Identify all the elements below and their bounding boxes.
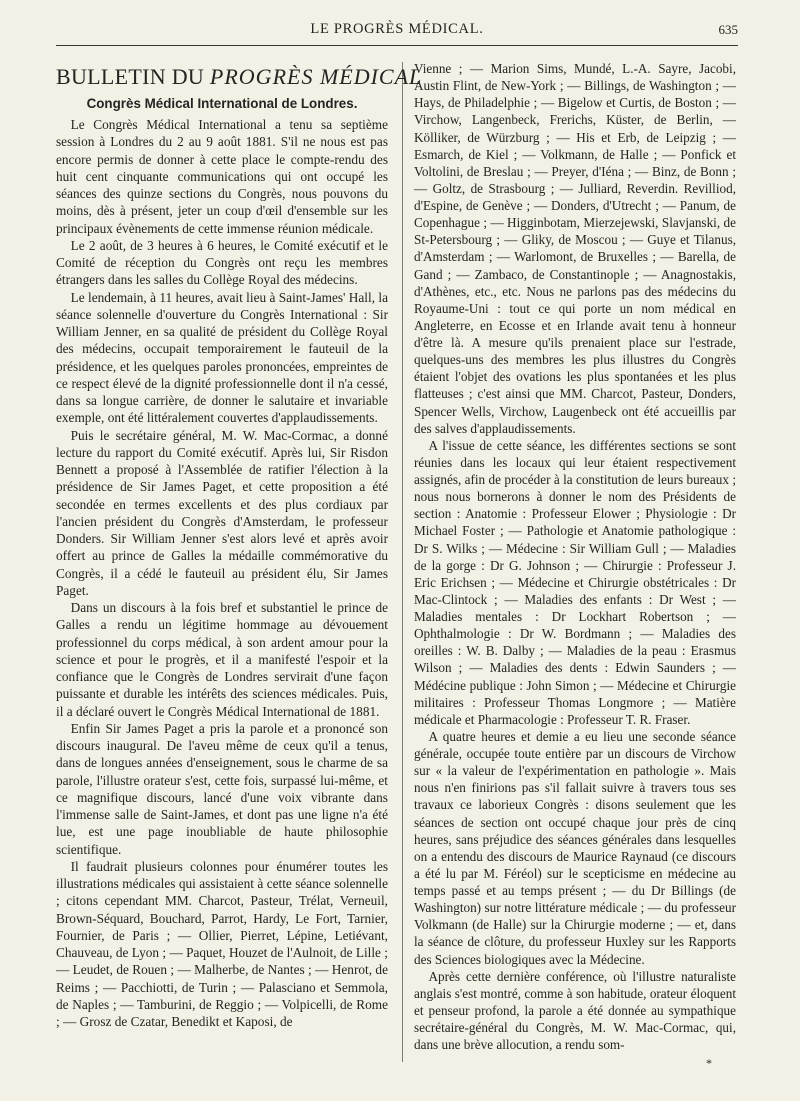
article-paragraph: Après cette dernière conférence, où l'illustre naturaliste anglais s'est montré, comme à son habitude, orateur éloquent et penseur profond, la parole a été donnée au sympathique secrétaire-général du Congrès, M. W. Mac-Cormac, qui, dans une brève allocution, a rendu som- — [414, 968, 736, 1053]
article-paragraph: A quatre heures et demie a eu lieu une seconde séance générale, occupée toute entière par un discours de Virchow sur « la valeur de l'expérimentation en pathologie ». Mais nous n'en finirions pas s'il fallait suivre à travers tous ses travaux ce laborieux Congrès : disons seulement que les séances de section ont occupé chaque jour près de cinq heures, sans préjudice des séances générales dans lesquelles on a entendu des discours de Maurice Raynaud (ce discours a été lu par M. Féréol) sur le scepticisme en médecine au temps passé et au temps présent ; — du Dr Billings (de Washington) sur notre littérature médicale ; — du professeur Volkmann (de Halle) sur la Chirurgie moderne ; — et, dans la séance de clôture, du professeur Huxley sur les Rapports des Sciences biologiques avec la Médecine. — [414, 728, 736, 967]
article-paragraph: Enfin Sir James Paget a pris la parole et a prononcé son discours inaugural. De l'aveu même de ceux qu'il a tenus, dans de longues années d'enseignement, sous le charme de sa parole, l'illustre orateur s'est, cette fois, surpassé lui-même, et ce magnifique discours, lancé d'une voix vibrante dans l'immense salle de Saint-James, et dont pas une ligne n'a été lue, est une page inoubliable de haute philosophie scientifique. — [56, 720, 388, 857]
article-paragraph: Vienne ; — Marion Sims, Mundé, L.-A. Sayre, Jacobi, Austin Flint, de New-York ; — Billings, de Washington ; — Hays, de Philadelphie ; — Bigelow et Curtis, de Boston ; — Virchow, Langenbeck, Frerichs, Küster, de Berlin, — Kölliker, de Würzburg ; — His et Erb, de Leipzig ; — Esmarch, de Kiel ; — Volkmann, de Halle ; — Ponfick et Voltolini, de Breslau ; — Preyer, d'Iéna ; — Binz, de Bonn ; — Goltz, de Strasbourg ; — Julliard, Reverdin. Revilliod, d'Espine, de Genève ; — Donders, d'Utrecht ; — Panum, de Copenhague ; — Higginbotam, Mierzejewski, Slavjanski, de St-Petersbourg ; — Gliky, de Moscou ; — Guye et Tilanus, d'Amsterdam ; — Warlomont, de Bruxelles ; — Barella, de Gand ; — Zambaco, de Constantinople ; — Anagnostakis, d'Athènes, etc., etc. Nous ne parlons pas des médecins du Royaume-Uni : tout ce qui porte un nom médical en Angleterre, en Ecosse et en Irlande avait tenu à honneur d'être là. A mesure qu'ils prenaient place sur l'estrade, quelques-uns des membres les plus illustres du Congrès étaient l'objet des ovations les plus spontanées et les plus flatteuses ; c'est ainsi que MM. Charcot, Pasteur, Donders, Spencer Wells, Virchow, Laugenbeck ont été accueillis par des salves d'applaudissements. — [414, 61, 736, 436]
bulletin-title — [56, 64, 423, 90]
header-rule — [56, 45, 738, 46]
right-column — [414, 60, 736, 1053]
congress-title: Congrès Médical International de Londres. — [86, 96, 358, 111]
bulletin-title-journal: PROGRÈS MÉDICAL — [209, 64, 423, 89]
article-paragraph: Il faudrait plusieurs colonnes pour énumérer toutes les illustrations médicales qui assistaient à cette séance solennelle ; citons cependant MM. Charcot, Pasteur, Trélat, Verneuil, Brown-Séquard, Bouchard, Parrot, Hardy, Le Fort, Tarnier, Fournier, de Paris ; — Ollier, Pierret, Lépine, Letiévant, Chauveau, de Lyon ; — Paquet, Houzet de l'Aulnoit, de Lille ; — Leudet, de Rouen ; — Malherbe, de Nantes ; — Henrot, de Reims ; — Pacchiotti, de Turin ; — Palasciano et Semmola, de Naples ; — Tamburini, de Reggio ; — Volpicelli, de Rome ; — Grosz de Czatar, Benedikt et Kaposi, de — [56, 858, 388, 1029]
page-number: 635 — [718, 22, 738, 37]
article-paragraph: Le 2 août, de 3 heures à 6 heures, le Comité exécutif et le Comité de réception du Congrès ont reçu les membres étrangers dans les salles du Collège Royal des médecins. — [56, 237, 388, 288]
journal-title: LE PROGRÈS MÉDICAL. — [310, 21, 484, 37]
signature-mark: * — [706, 1056, 712, 1070]
left-column — [56, 60, 423, 1030]
column-divider — [402, 62, 403, 1062]
article-paragraph: Puis le secrétaire général, M. W. Mac-Cormac, a donné lecture du rapport du Comité exécutif. Après lui, Sir Risdon Bennett a proposé à l'Assemblée de ratifier l'élection à la présidence de Sir James Paget, et cette proposition a été secondée en termes excellents et des plus cordiaux par l'ancien président du Congrès d'Amsterdam, le professeur Donders. Sir William Jenner s'est alors levé et après avoir offert au prince de Galles la médaille commémorative du Congrès, il a cédé le fauteuil au président élu, Sir James Paget. — [56, 427, 388, 598]
article-paragraph: A l'issue de cette séance, les différentes sections se sont réunies dans les locaux qui leur étaient respectivement assignés, afin de procéder à la constitution de leurs bureaux ; nous nous bornerons à donner le nom des Présidents de section : Anatomie : Professeur Elower ; Physiologie : Dr Michael Foster ; — Pathologie et Anatomie pathologique : Dr S. Wilks ; — Médecine : Sir William Gull ; — Maladies de la gorge : Dr G. Johnson ; — Chirurgie : Professeur J. Eric Erichsen ; — Médecine et Chirurgie obstétricales : Dr Mac-Clintock ; — Maladies des enfants : Dr West ; — Maladies mentales : Dr Lockhart Robertson ; — Ophthalmologie : Dr W. Bordmann ; — Maladies des oreilles : W. B. Dalby ; — Maladies de la peau : Erasmus Wilson ; — Maladies des dents : Edwin Saunders ; — Médécine publique : John Simon ; — Médecine et Chirurgie militaires : Professeur Thomas Longmore ; — Matière médicale et Pharmacologie : Professeur T. R. Fraser. — [414, 437, 736, 727]
running-head — [56, 18, 738, 40]
article-paragraph: Le Congrès Médical International a tenu sa septième session à Londres du 2 au 9 août 1881. S'il ne nous est pas encore permis de donner à cette place le compte-rendu des huit cent cinquante communications qui ont occupé les séances des quinze sections du Congrès, nous pouvons du moins, dès à présent, jeter un coup d'œil d'ensemble sur les principaux évènements de cette immense réunion médicale. — [56, 117, 388, 236]
bulletin-title-prefix: BULLETIN DU — [56, 64, 205, 89]
article-paragraph: Dans un discours à la fois bref et substantiel le prince de Galles a rendu un légitime hommage au dévouement professionnel du corps médical, à son ardent amour pour la science et pour le progrès, et il a manifesté l'espoir et la confiance que le Congrès de Londres servirait d'une façon puissante et durable les intérêts des sciences médicales. Puis, il a déclaré ouvert le Congrès Médical International de 1881. — [56, 600, 388, 719]
article-paragraph: Le lendemain, à 11 heures, avait lieu à Saint-James' Hall, la séance solennelle d'ouverture du Congrès International : Sir William Jenner, en sa qualité de président du Collège Royal des médecins, occupait temporairement le fauteuil de la présidence, et les quelques paroles prononcées, empreintes de ce respect élevé de la dignité professionnelle dont il n'a cessé, dans sa longue carrière, de donner le salutaire et invariable exemple, ont été littéralement couvertes d'applaudissements. — [56, 289, 388, 426]
